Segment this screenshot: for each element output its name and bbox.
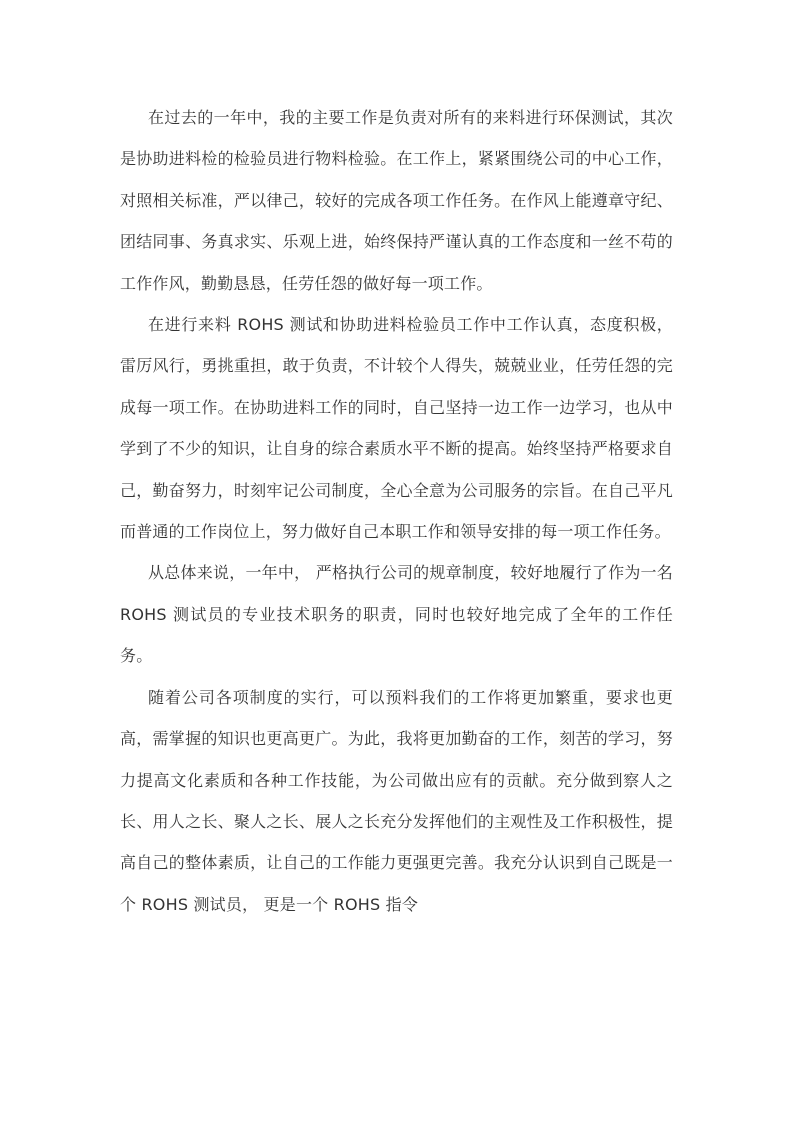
paragraph-1: 在过去的一年中，我的主要工作是负责对所有的来料进行环保测试，其次是协助进料检的检验员进行物料检验。在工作上，紧紧围绕公司的中心工作，对照相关标准，严以律己，较好的完成各项工作任务。在作风上能遵章守纪、团结同事、务真求实、乐观上进，始终保持严谨认真的工作态度和一丝不苟的工作作风，勤勤恳恳，任劳任怨的做好每一项工作。 (120, 108, 673, 293)
paragraph-3: 从总体来说，一年中， 严格执行公司的规章制度，较好地履行了作为一名 ROHS 测试员的专业技术职务的职责，同时也较好地完成了全年的工作任务。 (120, 563, 673, 666)
paragraph-2: 在进行来料 ROHS 测试和协助进料检验员工作中工作认真，态度积极，雷厉风行，勇挑重担，敢于负责，不计较个人得失，兢兢业业，任劳任怨的完成每一项工作。在协助进料工作的同时，自己坚持一边工作一边学习，也从中学到了不少的知识，让自身的综合素质水平不断的提高。始终坚持严格要求自己，勤奋努力，时刻牢记公司制度，全心全意为公司服务的宗旨。在自己平凡而普通的工作岗位上，努力做好自己本职工作和领导安排的每一项工作任务。 (120, 315, 673, 542)
paragraph-4: 随着公司各项制度的实行，可以预料我们的工作将更加繁重，要求也更高，需掌握的知识也更高更广。为此，我将更加勤奋的工作，刻苦的学习，努力提高文化素质和各种工作技能，为公司做出应有的贡献。充分做到察人之长、用人之长、聚人之长、展人之长充分发挥他们的主观性及工作积极性，提高自己的整体素质，让自己的工作能力更强更完善。我充分认识到自己既是一个 ROHS 测试员， 更是一个 ROHS 指令 (120, 687, 673, 914)
document-body (120, 97, 673, 925)
